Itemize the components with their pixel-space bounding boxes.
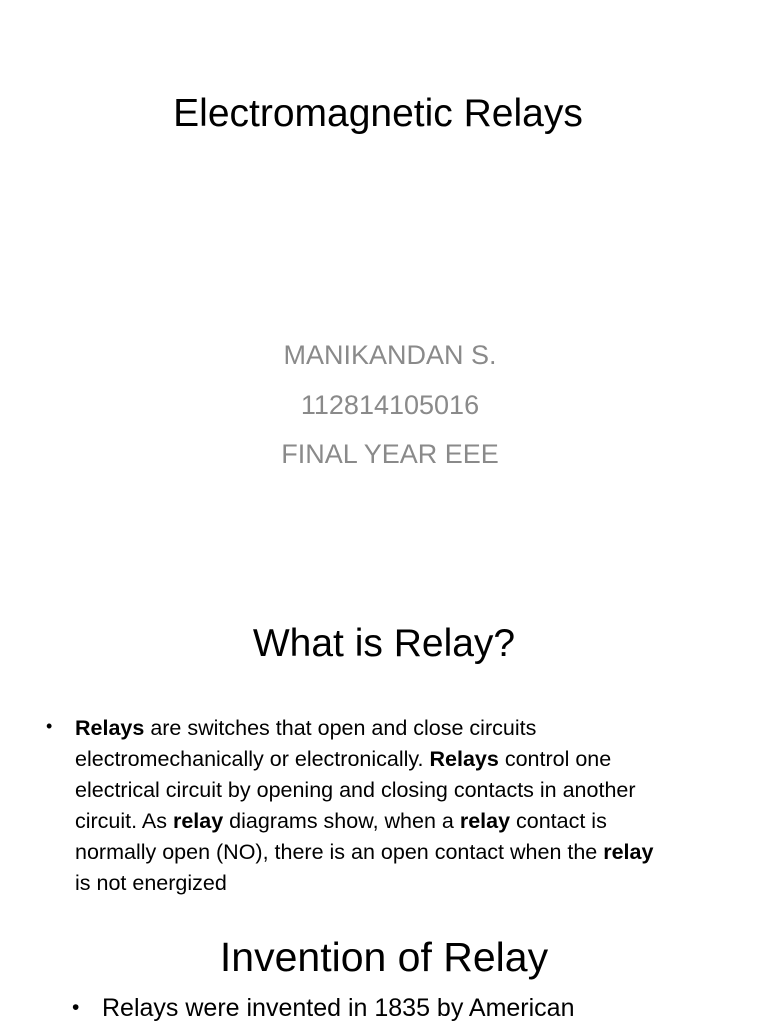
bold-term: relay	[603, 840, 654, 864]
text-run: control one	[498, 747, 612, 771]
bullet-line	[75, 806, 653, 837]
slide-what-is-relay	[0, 600, 768, 930]
text-run: electromechanically or electronically.	[75, 747, 430, 771]
slide-2-bullet-text	[75, 713, 653, 899]
author-id: 112814105016	[300, 390, 480, 420]
slide-2-title: What is Relay?	[252, 622, 516, 665]
text-run: normally open (NO), there is an open contact when the	[75, 840, 604, 864]
text-run: contact is	[510, 809, 607, 833]
bullet-icon: •	[72, 996, 80, 1019]
bold-term: Relays	[75, 716, 145, 740]
bold-term: relay	[459, 809, 511, 833]
slide-invention-of-relay	[0, 930, 768, 1024]
text-run: is not energized	[75, 871, 227, 895]
text-run: are switches that open and close circuits	[144, 716, 537, 740]
bullet-icon: •	[46, 716, 53, 736]
text-run: electrical circuit by opening and closing contacts in another	[75, 778, 636, 802]
slide-3-title: Invention of Relay	[219, 934, 549, 980]
bold-term: Relays	[429, 747, 499, 771]
slide-3-bullet-text: Relays were invented in 1835 by American	[102, 994, 575, 1022]
text-run: diagrams show, when a	[223, 809, 460, 833]
bullet-line	[75, 837, 653, 868]
text-run: circuit. As	[75, 809, 173, 833]
bullet-line	[75, 868, 653, 899]
bullet-line	[75, 744, 653, 775]
bullet-line	[75, 775, 653, 806]
bullet-line	[75, 713, 653, 744]
bold-term: relay	[172, 809, 224, 833]
slide-1-title: Electromagnetic Relays	[173, 92, 583, 135]
author-name: MANIKANDAN S.	[283, 340, 497, 370]
author-class: FINAL YEAR EEE	[281, 439, 499, 469]
